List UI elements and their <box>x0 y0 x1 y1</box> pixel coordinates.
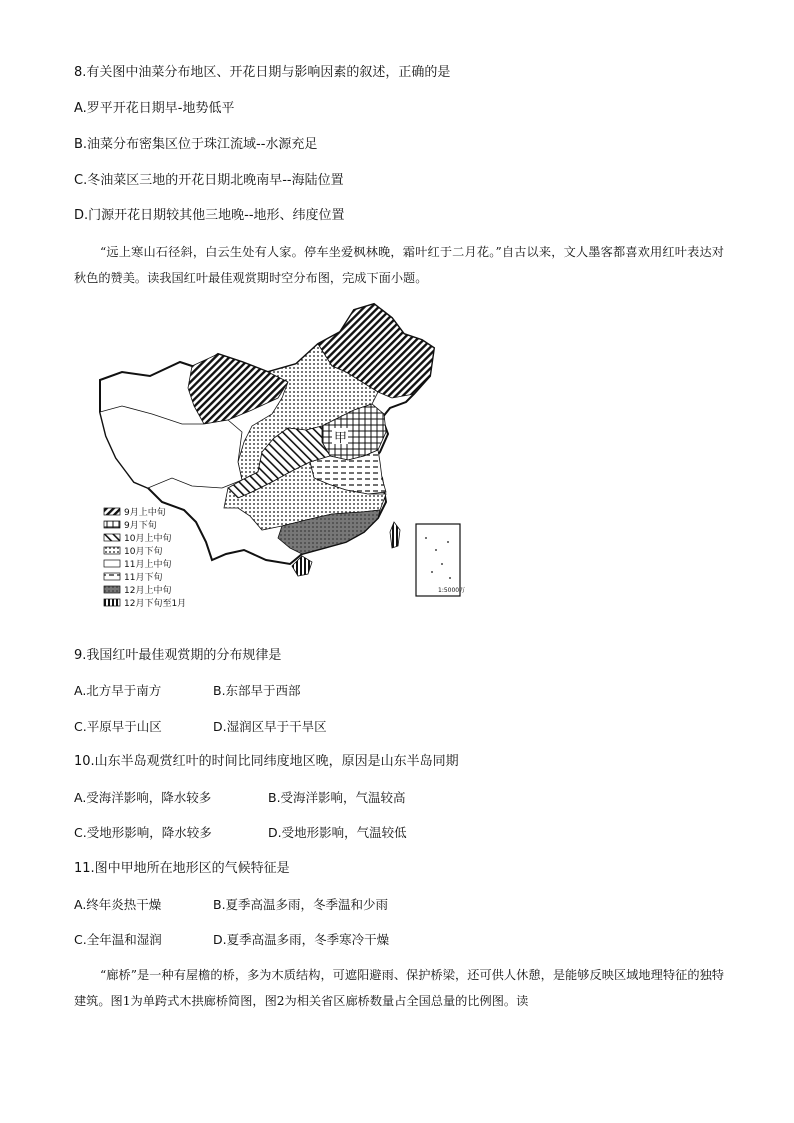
q8-option-d: D.门源开花日期较其他三地晚--地形、纬度位置 <box>74 208 345 223</box>
q10-option-a: A.受海洋影响，降水较多 <box>74 790 212 805</box>
q8-option-c: C.冬油菜区三地的开花日期北晚南早--海陆位置 <box>74 173 344 188</box>
q9-option-c: C.平原早于山区 <box>74 719 162 734</box>
q8-option-b: B.油菜分布密集区位于珠江流域--水源充足 <box>74 137 318 152</box>
legend-label-0: 9月上中旬 <box>124 508 166 518</box>
legend-label-7: 12月下旬至1月 <box>124 599 187 609</box>
q10-option-b: B.受海洋影响，气温较高 <box>268 790 406 805</box>
legend-swatch-6 <box>104 586 120 593</box>
legend-swatch-7 <box>104 599 120 606</box>
passage-covered-bridge: “廊桥”是一种有屋檐的桥，多为木质结构，可遮阳避雨、保护桥梁，还可供人休憩，是能够反映区域地理特征的独特建筑。图1为单跨式木拱廊桥简图，图2为相关省区廊桥数量占全国总量的比例图。读 <box>74 968 724 1008</box>
q8-stem: 8.有关图中油菜分布地区、开花日期与影响因素的叙述，正确的是 <box>74 65 451 80</box>
map-label-jia: 甲 <box>334 431 348 446</box>
q11-stem: 11.图中甲地所在地形区的气候特征是 <box>74 861 290 876</box>
legend-label-2: 10月上中旬 <box>124 534 172 544</box>
q10-option-d: D.受地形影响，气温较低 <box>268 825 407 840</box>
passage-red-leaves: “远上寒山石径斜，白云生处有人家。停车坐爱枫林晚，霜叶红于二月花。”自古以来，文人墨客都喜欢用红叶表达对秋色的赞美。读我国红叶最佳观赏期时空分布图，完成下面小题。 <box>74 245 724 285</box>
legend-label-6: 12月上中旬 <box>124 586 172 596</box>
q8-option-a: A.罗平开花日期早-地势低平 <box>74 101 235 116</box>
legend-swatch-2 <box>104 534 120 541</box>
map-legend <box>104 506 186 609</box>
south-sea-inset <box>416 524 460 596</box>
legend-swatch-4 <box>104 560 120 567</box>
legend-swatch-1 <box>104 521 120 528</box>
legend-label-1: 9月下旬 <box>124 521 157 531</box>
legend-swatch-5 <box>104 573 120 580</box>
q9-stem: 9.我国红叶最佳观赏期的分布规律是 <box>74 648 282 663</box>
taiwan-island <box>390 522 400 548</box>
legend-swatch-0 <box>104 508 120 515</box>
q11-option-a: A.终年炎热干燥 <box>74 897 162 912</box>
legend-label-3: 10月下旬 <box>124 547 163 557</box>
q9-option-b: B.东部早于西部 <box>213 683 301 698</box>
legend-label-5: 11月下旬 <box>124 573 163 583</box>
q11-option-c: C.全年温和湿润 <box>74 932 162 947</box>
red-leaf-viewing-map <box>92 302 482 624</box>
q9-option-a: A.北方早于南方 <box>74 683 162 698</box>
q9-option-d: D.湿润区早于干旱区 <box>213 719 327 734</box>
q10-stem: 10.山东半岛观赏红叶的时间比同纬度地区晚，原因是山东半岛同期 <box>74 754 459 769</box>
map-scale-text: 1:5000万 <box>438 587 466 594</box>
q11-option-b: B.夏季高温多雨，冬季温和少雨 <box>213 897 389 912</box>
legend-label-4: 11月上中旬 <box>124 560 172 570</box>
q10-option-c: C.受地形影响，降水较多 <box>74 825 212 840</box>
legend-swatch-3 <box>104 547 120 554</box>
q11-option-d: D.夏季高温多雨，冬季寒冷干燥 <box>213 932 390 947</box>
